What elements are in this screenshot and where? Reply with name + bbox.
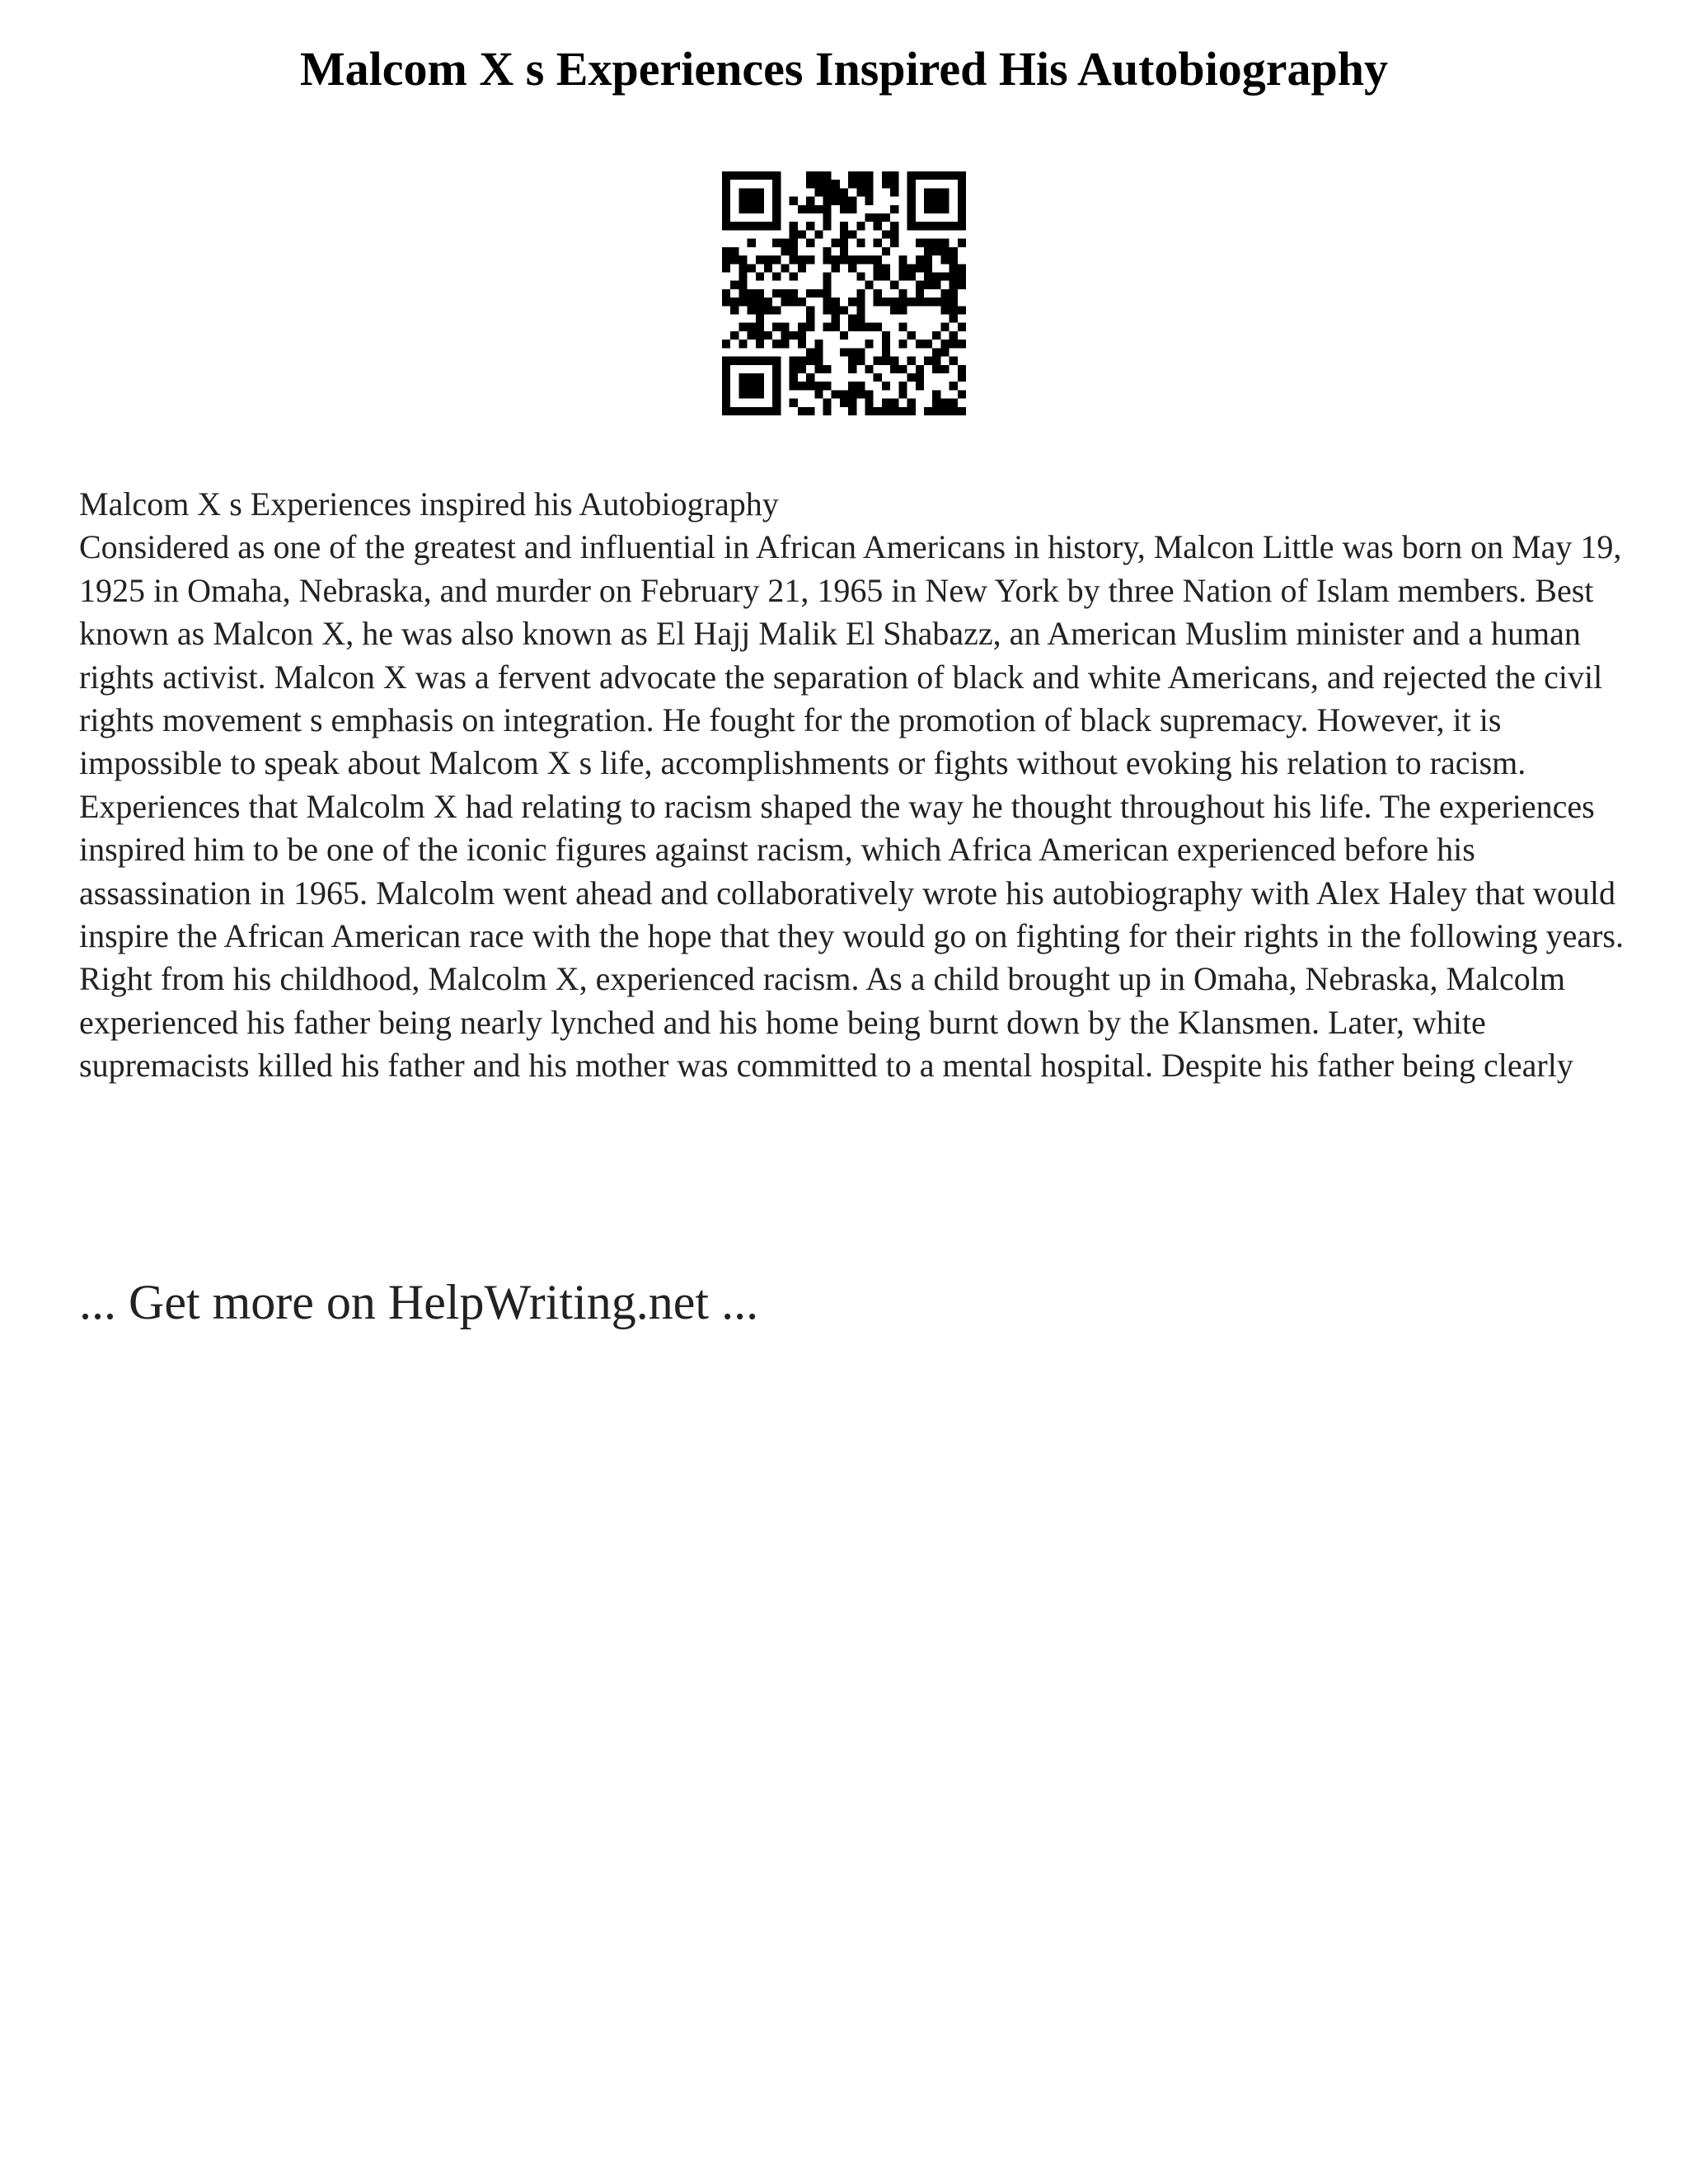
article-paragraph: Right from his childhood, Malcolm X, experienced racism. As a child brought up in Omaha, Nebraska, Malcolm experienced his father being nearly lynched and his home being burnt down by the Klansmen. Later, white supremacists killed his father and his mother was committed to a mental hospital. Despite his father being clearly [79,960,1573,1085]
page-title: Malcom X s Experiences Inspired His Autobiography [299,42,1389,96]
article-body [79,483,1629,1088]
article-subtitle: Malcom X s Experiences inspired his Autobiography [79,485,779,523]
article-paragraph: Considered as one of the greatest and influential in African Americans in history, Malcon Little was born on May 19, 1925 in Omaha, Nebraska, and murder on February 21, 1965 in New York by three Nation of Islam members. Best known as Malcon X, he was also known as El Hajj Malik El Shabazz, an American Muslim minister and a human rights activist. Malcon X was a fervent advocate the separation of black and white Americans, and rejected the civil rights movement s emphasis on integration. He fought for the promotion of black supremacy. However, it is impossible to speak about Malcom X s life, accomplishments or fights without evoking his relation to racism. Experiences that Malcolm X had relating to racism shaped the way he thought throughout his life. The experiences inspired him to be one of the iconic figures against racism, which Africa American experienced before his assassination in 1965. Malcolm went ahead and collaboratively wrote his autobiography with Alex Haley that would inspire the African American race with the hope that they would go on fighting for their rights in the following years. [79,528,1624,955]
qr-code-icon[interactable] [722,171,966,415]
get-more-link[interactable]: ... Get more on HelpWriting.net ... [79,1275,759,1329]
